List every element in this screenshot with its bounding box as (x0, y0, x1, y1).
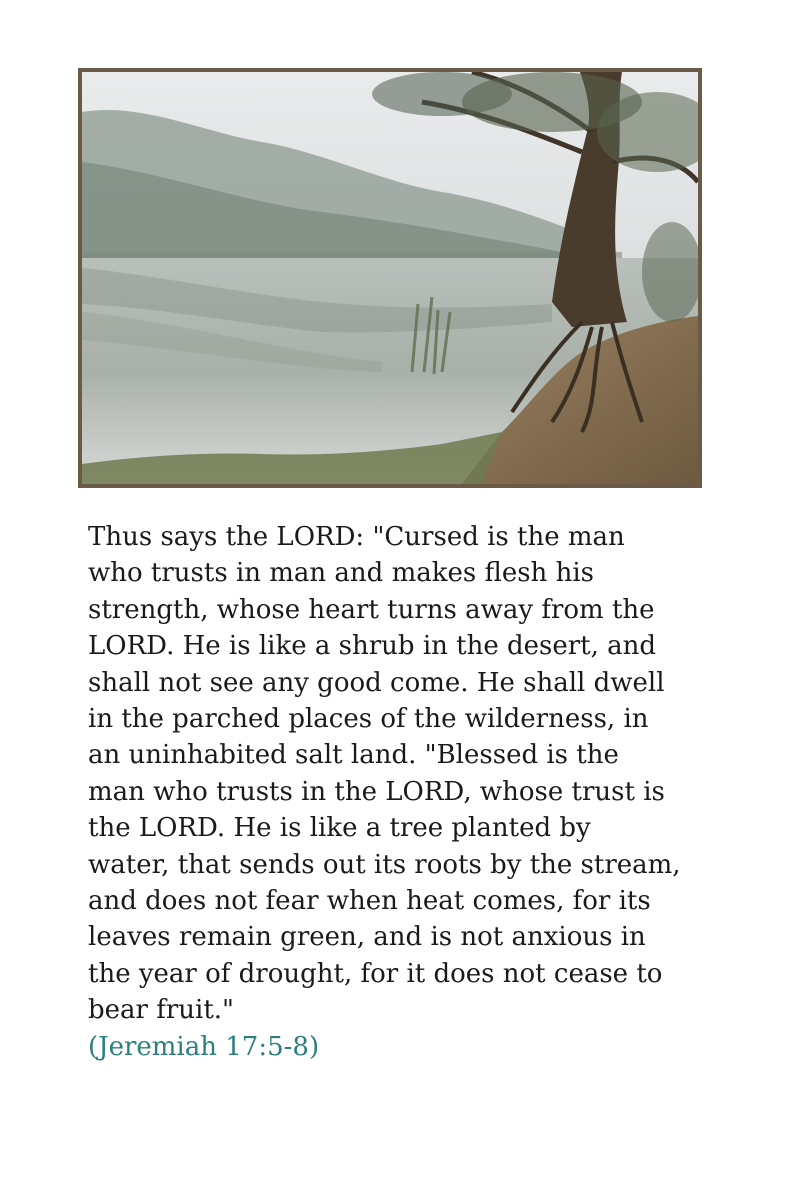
verse-line: leaves remain green, and is not anxious in (88, 922, 646, 953)
verse-line: Thus says the LORD: "Cursed is the man (88, 522, 625, 552)
verse-line: the year of drought, for it does not cease to (88, 958, 663, 989)
verse-line: man who trusts in the LORD, whose trust is (88, 776, 665, 807)
landscape-photo (78, 68, 702, 488)
verse-line: and does not fear when heat comes, for its (88, 886, 651, 917)
verse-line: in the parched places of the wilderness, in (88, 704, 649, 735)
verse-line: who trusts in man and makes flesh his (88, 558, 594, 589)
verse-line: the LORD. He is like a tree planted by (88, 813, 591, 844)
verse-line: bear fruit." (88, 995, 235, 1026)
lake-tree-image (82, 72, 698, 484)
verse-citation: (Jeremiah 17:5-8) (88, 1031, 320, 1062)
verse-line: an uninhabited salt land. "Blessed is the (88, 740, 619, 771)
scripture-passage (88, 519, 728, 1065)
verse-line: LORD. He is like a shrub in the desert, and (88, 631, 657, 662)
verse-line: strength, whose heart turns away from the (88, 594, 655, 625)
verse-line: shall not see any good come. He shall dwell (88, 667, 665, 698)
verse-line: water, that sends out its roots by the stream, (88, 849, 681, 880)
